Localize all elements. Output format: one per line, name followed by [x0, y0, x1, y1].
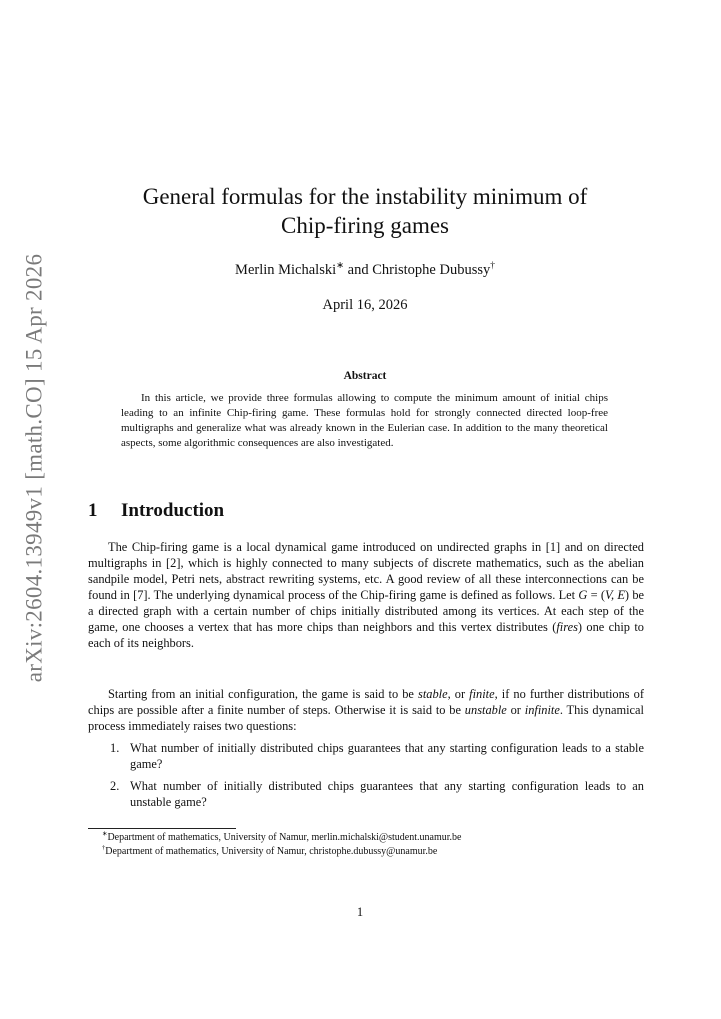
p2-emph-unstable: unstable	[464, 703, 507, 717]
list-marker: 2.	[110, 779, 120, 793]
intro-paragraph-1	[88, 539, 644, 651]
footnote-rule	[88, 828, 236, 829]
section-heading-introduction	[88, 500, 648, 522]
footnote-2	[88, 845, 644, 859]
footnote-mark-1: ∗	[336, 261, 345, 272]
footnote-mark-2: †	[490, 261, 495, 272]
p2-text-5: . This dynamical process immediately raises two questions:	[88, 703, 644, 733]
list-item-text: What number of initially distributed chips guarantees that any starting configuration leads to a stable game?	[130, 741, 644, 771]
p2-text-4: or	[506, 703, 525, 717]
p1-math-g: G	[578, 588, 588, 602]
footnotes	[88, 831, 644, 859]
arxiv-identifier-stamp	[8, 253, 60, 683]
p1-text-4: ) one chip to each of its neighbors.	[88, 620, 644, 650]
title-line-1: General formulas for the instability minimum of	[142, 184, 588, 209]
intro-paragraph-2	[88, 686, 644, 734]
p1-text-3: ) be a directed graph with a certain number of chips initially distributed among its vertices. At each step of the game, one chooses a vertex that has more chips than neighbors and this vertex distributes (	[88, 588, 645, 634]
list-item	[108, 778, 644, 810]
section-title: Introduction	[121, 500, 225, 521]
p2-text-2: , or	[447, 687, 470, 701]
list-marker: 1.	[110, 741, 120, 755]
section-number: 1	[88, 500, 98, 521]
list-item	[108, 740, 644, 772]
p2-text-3: , if no further distributions of chips are possible after a finite number of steps. Otherwise it is said to be	[88, 687, 644, 717]
arxiv-id-text: arXiv:2604.13949v1 [math.CO] 15 Apr 2026	[21, 253, 47, 683]
p2-emph-infinite: infinite	[524, 703, 560, 717]
footnote-1-mark: ∗	[102, 830, 108, 838]
footnote-2-mark: †	[102, 844, 106, 852]
author-dubussy: Christophe Dubussy	[372, 262, 491, 278]
questions-list	[108, 740, 644, 816]
abstract-heading: Abstract	[343, 370, 387, 382]
p1-text-1: The Chip-firing game is a local dynamical game introduced on undirected graphs in [1] and on directed multigraphs in [2], which is highly connected to many subjects of discrete mathematics, such as the abelian sandpile model, Petri nets, abstract rewriting systems, etc. A good review of all these interconnections can be found in [7]. The underlying dynamical process of the Chip-firing game is defined as follows. Let	[88, 540, 644, 602]
list-item-text: What number of initially distributed chips guarantees that any starting configuration leads to an unstable game?	[130, 779, 644, 809]
p2-emph-finite: finite	[469, 687, 495, 701]
author-list	[100, 262, 630, 279]
author-conjunction: and	[344, 262, 373, 278]
footnote-1-text: Department of mathematics, University of Namur, merlin.michalski@student.unamur.be	[107, 832, 462, 843]
p1-emph-fires: fires	[556, 620, 578, 634]
paper-title	[100, 182, 630, 240]
page-number: 1	[356, 905, 364, 919]
author-michalski: Merlin Michalski	[235, 262, 337, 278]
p2-emph-stable: stable	[418, 687, 448, 701]
paper-date: April 16, 2026	[322, 297, 408, 313]
abstract-text: In this article, we provide three formulas allowing to compute the minimum amount of initial chips leading to an infinite Chip-firing game. These formulas hold for strongly connected directed loop-free multigraphs and generalize what was already known in the Eulerian case. In addition to the many theoretical aspects, some algorithmic consequences are also investigated.	[121, 392, 608, 449]
footnote-2-text: Department of mathematics, University of Namur, christophe.dubussy@unamur.be	[105, 846, 438, 857]
title-line-2: Chip-firing games	[281, 213, 449, 238]
p2-text-1: Starting from an initial configuration, the game is said to be	[108, 687, 418, 701]
footnote-1	[88, 831, 644, 845]
p1-text-2: = (	[587, 588, 606, 602]
p1-math-ve: V, E	[605, 588, 625, 602]
